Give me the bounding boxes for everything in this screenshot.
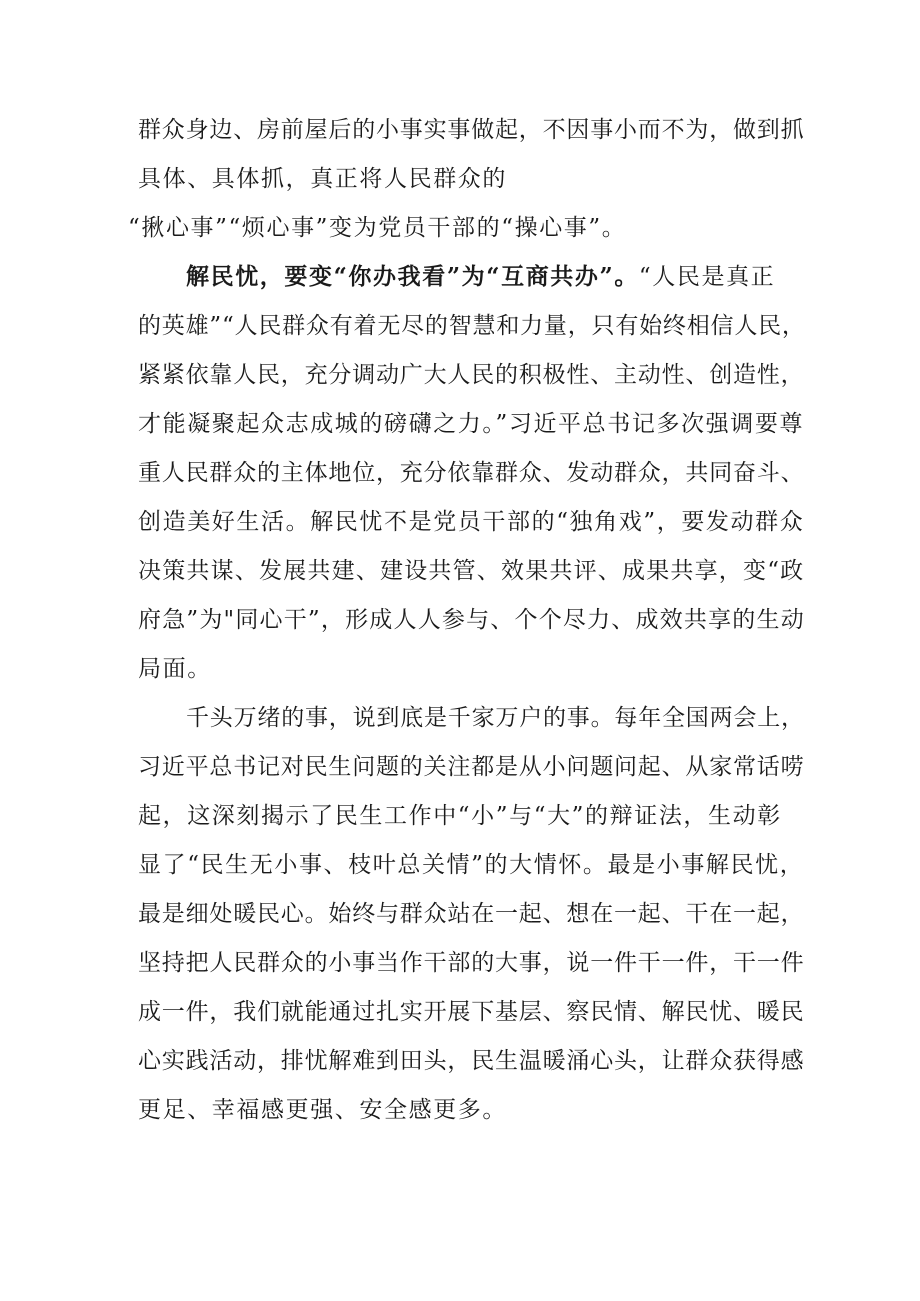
text-span: 局面。 [138, 656, 212, 682]
text-line [138, 115, 804, 145]
text-span: 府急”为"同心干”，形成人人参与、个个尽力、成效共享的生动 [138, 607, 805, 633]
text-span: 坚持把人民群众的小事当作干部的大事，说一件干一件，干一件 [138, 950, 805, 976]
text-line [138, 458, 804, 488]
text-line [138, 948, 804, 978]
text-span: 起，这深刻揭示了民生工作中“小”与“大”的辩证法，生动彰 [138, 803, 782, 829]
text-span: 心实践活动，排忧解难到田头，民生温暖涌心头，让群众获得感 [138, 1048, 805, 1074]
text-line [138, 605, 805, 635]
paragraph-heading: 解民忧，要变“你办我看”为“互商共办”。 [186, 263, 639, 290]
text-span: 决策共谋、发展共建、建设共管、效果共评、成果共享，变“政 [138, 558, 805, 584]
text-line [138, 801, 782, 831]
text-span: 最是细处暖民心。始终与群众站在一起、想在一起、干在一起， [138, 901, 805, 927]
text-span: 创造美好生活。解民忧不是党员干部的“独角戏”，要发动群众 [138, 509, 805, 535]
text-line [138, 997, 804, 1027]
text-span: 群众身边、房前屋后的小事实事做起，不因事小而不为，做到抓 [138, 117, 805, 143]
text-line [138, 899, 804, 929]
text-line [186, 703, 805, 733]
text-span: “揪心事”“烦心事”变为党员干部的“操心事”。 [128, 215, 627, 241]
text-line [138, 164, 507, 194]
text-span: 才能凝聚起众志成城的磅礴之力。”习近平总书记多次强调要尊 [138, 411, 805, 437]
text-span: 重人民群众的主体地位，充分依靠群众、发动群众，共同奋斗、 [138, 460, 805, 486]
text-line [138, 507, 804, 537]
text-line [138, 409, 804, 439]
text-span: 紧紧依靠人民，充分调动广大人民的积极性、主动性、创造性， [138, 362, 805, 388]
text-line [138, 850, 804, 880]
text-span: “人民是真正 [638, 264, 776, 290]
text-line [138, 1095, 507, 1125]
text-line [128, 213, 626, 243]
text-span: 更足、幸福感更强、安全感更多。 [138, 1097, 507, 1123]
text-line [138, 556, 804, 586]
text-span: 习近平总书记对民生问题的关注都是从小问题问起、从家常话唠 [138, 754, 805, 780]
text-line [138, 752, 804, 782]
text-span: 具体、具体抓，真正将人民群众的 [138, 166, 507, 192]
paragraph-heading-line [186, 262, 775, 292]
text-span: 成一件，我们就能通过扎实开展下基层、察民情、解民忧、暖民 [138, 999, 805, 1025]
text-line [138, 1046, 804, 1076]
text-line [138, 360, 804, 390]
text-span: 显了“民生无小事、枝叶总关情”的大情怀。最是小事解民忧， [138, 852, 805, 878]
text-span: 千头万绪的事，说到底是千家万户的事。每年全国两会上， [186, 705, 805, 731]
text-line [138, 654, 212, 684]
text-span: 的英雄”“人民群众有着无尽的智慧和力量，只有始终相信人民， [138, 313, 806, 339]
text-line [138, 311, 806, 341]
